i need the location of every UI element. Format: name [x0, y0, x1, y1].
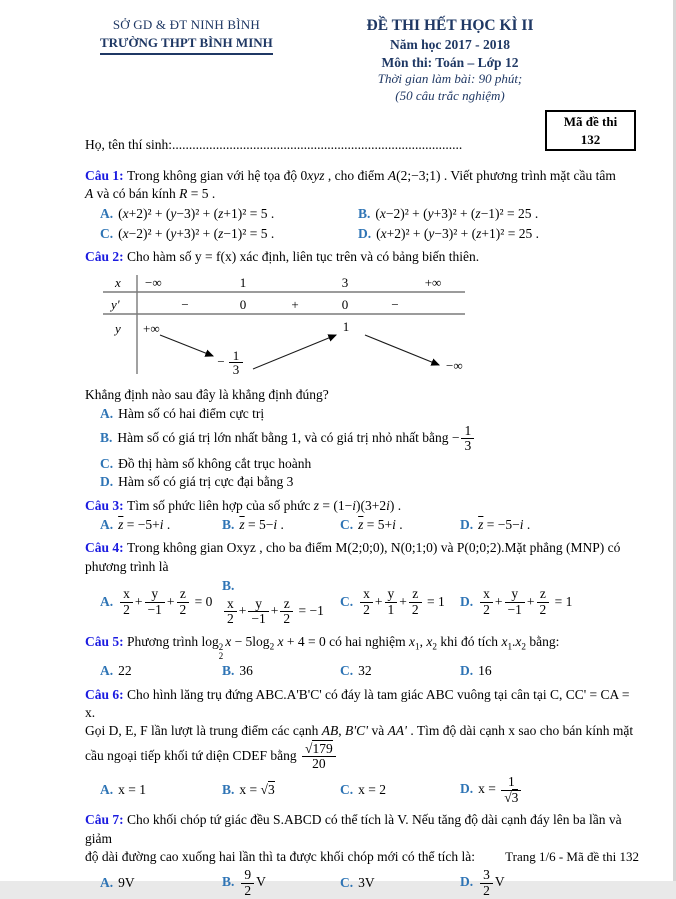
- option-1A: [100, 205, 358, 223]
- svg-text:1: 1: [232, 347, 240, 363]
- option-2D: [100, 473, 641, 491]
- exam-note: (50 câu trắc nghiệm): [395, 88, 505, 104]
- option-letter: D.: [460, 874, 474, 890]
- question-6-options: [100, 774, 641, 806]
- question-3-options: [100, 516, 641, 534]
- option-4C: [340, 586, 460, 618]
- option-2A: [100, 405, 641, 423]
- option-letter: C.: [100, 226, 114, 242]
- question-2-text-line: Câu 2: Cho hàm số y = f(x) xác định, liên tục trên và có bảng biến thiên.: [85, 249, 480, 265]
- exam-subject: Môn thi: Toán – Lớp 12: [381, 54, 519, 70]
- question-7-label: Câu 7:: [85, 812, 128, 828]
- option-letter: A.: [100, 517, 114, 533]
- option-letter: D.: [460, 517, 474, 533]
- option-5D: [460, 662, 641, 680]
- svg-text:0: 0: [341, 296, 349, 312]
- option-6A: [100, 781, 222, 799]
- header-exam-block: [315, 16, 585, 105]
- option-letter: A.: [100, 781, 114, 797]
- option-content: x = √3: [239, 781, 275, 797]
- question-5-label: Câu 5:: [85, 633, 128, 649]
- option-content: Hàm số có hai điểm cực trị: [118, 405, 265, 421]
- header-school-block: [100, 16, 273, 105]
- question-6: [85, 686, 641, 806]
- option-7D: [460, 867, 641, 899]
- question-3: [85, 497, 641, 535]
- option-letter: C.: [340, 663, 354, 679]
- svg-text:−∞: −∞: [145, 274, 162, 290]
- option-2C: [100, 455, 641, 473]
- option-letter: A.: [100, 205, 114, 221]
- bbt-x-label: x: [115, 274, 121, 290]
- option-content: 22: [118, 663, 132, 679]
- option-content: $\overline{z} = -5-i$ .: [478, 517, 531, 533]
- option-content: 3V: [358, 875, 375, 891]
- question-4-options: [100, 577, 641, 628]
- option-letter: A.: [100, 875, 114, 891]
- question-6-text-line: cầu ngoại tiếp khối tứ diện CDEF bằng $\frac{√179}{20}$: [85, 741, 641, 773]
- page-footer: Trang 1/6 - Mã đề thi 132: [505, 849, 639, 864]
- exam-code-label: Mã đề thi: [563, 114, 618, 129]
- question-7-options: [100, 867, 641, 899]
- svg-text:−∞: −∞: [446, 357, 463, 373]
- question-4-text-line: phương trình là: [85, 558, 169, 574]
- option-letter: B.: [100, 430, 113, 446]
- option-1D: [358, 225, 641, 243]
- option-letter: D.: [460, 781, 474, 797]
- question-4-label: Câu 4:: [85, 540, 128, 556]
- question-3-text-line: Câu 3: Tìm số phức liên hợp của số phức z = (1−i)(3+2i) .: [85, 497, 402, 513]
- option-6C: [340, 781, 460, 799]
- option-letter: A.: [100, 663, 114, 679]
- svg-text:1: 1: [342, 318, 350, 334]
- bbt-y-label: y: [115, 320, 121, 336]
- option-content: Hàm số có giá trị lớn nhất bằng 1, và có giá trị nhỏ nhất bằng − $\frac{1}{3}$: [117, 430, 476, 445]
- option-content: x = $\frac{1}{√3}$: [478, 781, 523, 796]
- option-4D: [460, 586, 641, 618]
- option-content: Đồ thị hàm số không cắt trục hoành: [118, 456, 312, 472]
- question-7-text-line: Câu 7: Cho khối chóp tứ giác đều S.ABCD có thể tích là V. Nếu tăng độ dài cạnh đáy lên ba lần và giảm: [85, 812, 622, 846]
- option-7B: [222, 867, 340, 899]
- option-4A: [100, 586, 222, 618]
- option-content: (x−2)² + (y+3)² + (z−1)² = 25 .: [375, 205, 539, 221]
- option-letter: C.: [340, 781, 354, 797]
- option-content: $\frac{3}{2}$ V: [478, 874, 505, 889]
- option-content: $\frac{x}{2}$ + $\frac{y}{1}$ + $\frac{z}{2}$ = 1: [358, 594, 445, 609]
- option-content: $\frac{x}{2}$ + $\frac{y}{-1}$ + $\frac{z}{2}$ = 0: [118, 594, 212, 609]
- option-5A: [100, 662, 222, 680]
- question-1-text-line: Câu 1: Trong không gian với hệ tọa độ 0xyz , cho điểm A(2;−3;1) . Viết phương trình mặt cầu tâm: [85, 168, 616, 184]
- svg-text:+∞: +∞: [143, 320, 160, 336]
- option-letter: C.: [100, 456, 114, 472]
- exam-code-box: [545, 110, 636, 151]
- option-content: $\frac{x}{2}$ + $\frac{y}{-1}$ + $\frac{z}{2}$ = 1: [478, 594, 572, 609]
- option-letter: A.: [100, 405, 114, 421]
- option-content: x = 2: [358, 781, 386, 797]
- question-4: [85, 539, 641, 627]
- variation-table: [103, 273, 465, 376]
- question-1-label: Câu 1:: [85, 168, 128, 184]
- option-content: (x−2)² + (y+3)² + (z−1)² = 5 .: [118, 226, 275, 242]
- exam-header: [0, 0, 673, 105]
- option-content: (x+2)² + (y−3)² + (z+1)² = 25 .: [376, 226, 539, 242]
- question-2-prompt: Khẳng định nào sau đây là khẳng định đúng?: [85, 387, 329, 403]
- question-5-options: [100, 662, 641, 680]
- option-letter: B.: [222, 874, 235, 890]
- option-3A: [100, 516, 222, 534]
- question-6-label: Câu 6:: [85, 686, 128, 702]
- svg-text:1: 1: [239, 274, 247, 290]
- option-letter: B.: [358, 205, 371, 221]
- option-letter: D.: [100, 474, 114, 490]
- question-5: [85, 633, 641, 681]
- question-1-options: [100, 205, 641, 244]
- question-3-label: Câu 3:: [85, 497, 128, 513]
- option-content: 16: [478, 663, 492, 679]
- option-3C: [340, 516, 460, 534]
- option-3B: [222, 516, 340, 534]
- question-6-text-line: Câu 6: Cho hình lăng trụ đứng ABC.A'B'C' có đáy là tam giác ABC vuông tại cân tại C, CC' = CA = x.: [85, 686, 630, 721]
- option-1C: [100, 225, 358, 243]
- option-3D: [460, 516, 641, 534]
- option-6B: [222, 781, 340, 799]
- option-letter: C.: [340, 517, 354, 533]
- exam-year: Năm học 2017 - 2018: [390, 37, 510, 53]
- option-content: 36: [239, 663, 253, 679]
- questions-list: [85, 167, 641, 899]
- question-1: [85, 167, 641, 243]
- option-letter: C.: [340, 875, 354, 891]
- option-letter: B.: [222, 781, 235, 797]
- question-2-options: [100, 405, 641, 492]
- option-content: x = 1: [118, 781, 146, 797]
- option-5B: [222, 662, 340, 680]
- option-content: $\overline{z} = 5+i$ .: [358, 517, 403, 533]
- question-1-text-line: A và có bán kính R = 5 .: [85, 186, 216, 202]
- option-content: 32: [358, 663, 372, 679]
- exam-duration: Thời gian làm bài: 90 phút;: [377, 71, 523, 87]
- school-name: TRƯỜNG THPT BÌNH MINH: [100, 34, 273, 55]
- option-content: Hàm số có giá trị cực đại bằng 3: [118, 474, 294, 490]
- option-letter: D.: [358, 226, 372, 242]
- option-content: $\frac{9}{2}$ V: [239, 874, 266, 889]
- exam-code-value: 132: [580, 131, 601, 147]
- question-4-text-line: Câu 4: Trong không gian Oxyz , cho ba điểm M(2;0;0), N(0;1;0) và P(0;0;2).Mặt phẳng (MNP) có: [85, 540, 621, 556]
- exam-title: ĐỀ THI HẾT HỌC KÌ II: [366, 17, 534, 34]
- question-2: [85, 248, 641, 491]
- question-6-text-line: Gọi D, E, F lần lượt là trung điểm các cạnh AB, B'C' và AA' . Tìm độ dài cạnh x sao cho bán kính mặt: [85, 723, 634, 739]
- option-letter: A.: [100, 593, 114, 609]
- option-7C: [340, 874, 460, 892]
- svg-text:3: 3: [232, 361, 240, 377]
- option-letter: B.: [222, 578, 235, 594]
- variation-table-container: [103, 273, 641, 381]
- option-content: 9V: [118, 875, 135, 891]
- option-1B: [358, 205, 641, 223]
- svg-text:+∞: +∞: [424, 274, 442, 290]
- option-letter: B.: [222, 517, 235, 533]
- svg-text:3: 3: [341, 274, 349, 290]
- option-letter: C.: [340, 593, 354, 609]
- svg-text:−: −: [217, 353, 225, 369]
- question-7-text-line: độ dài đường cao xuống hai lần thì ta được khối chóp mới có thể tích là:: [85, 848, 475, 864]
- option-letter: D.: [460, 593, 474, 609]
- svg-text:+: +: [291, 296, 299, 312]
- question-5-text-line: Câu 5: Phương trình log 2 2 $x - 5\log_2$ x + 4 = 0 có hai nghiệm $x_1$, $x_2$ khi đó tích $x_1.x_2$ bằng:: [85, 633, 560, 662]
- option-7A: [100, 874, 222, 892]
- svg-text:0: 0: [239, 296, 247, 312]
- option-letter: B.: [222, 663, 235, 679]
- option-content: $\overline{z} = -5+i$ .: [118, 517, 171, 533]
- svg-text:−: −: [391, 296, 399, 312]
- department-name: SỞ GD & ĐT NINH BÌNH: [112, 17, 260, 32]
- option-5C: [340, 662, 460, 680]
- student-name-line: Họ, tên thí sinh:......................................................................................: [85, 137, 463, 153]
- bbt-yprime-label: y': [111, 296, 120, 312]
- option-content: $\overline{z} = 5-i$ .: [239, 517, 284, 533]
- option-4B: [222, 577, 340, 628]
- option-content: (x+2)² + (y−3)² + (z+1)² = 5 .: [118, 205, 275, 221]
- svg-text:−: −: [181, 296, 189, 312]
- option-letter: D.: [460, 663, 474, 679]
- option-content: $\frac{x}{2}$ + $\frac{y}{-1}$ + $\frac{z}{2}$ = −1: [222, 603, 324, 618]
- option-6D: [460, 774, 641, 806]
- question-2-label: Câu 2:: [85, 249, 128, 265]
- option-2B: [100, 423, 641, 455]
